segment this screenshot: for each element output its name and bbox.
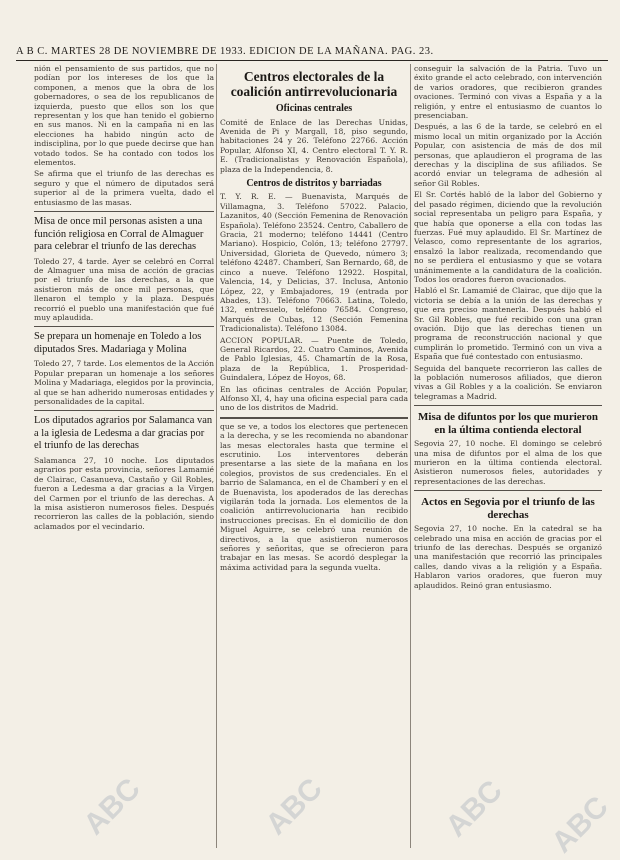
col3-actos-text: Segovia 27, 10 noche. En la catedral se ha celebrado una misa en acción de gracias por el triunfo de las derechas. Después se organizó una manifestación que recorrió las principales calles, dando vivas a la religión y a España. Hablaron varios oradores, que fueron muy aplaudidos. Reinó gran entusiasmo. <box>414 524 602 590</box>
col1-misa-text: Toledo 27, 4 tarde. Ayer se celebró en Corral de Almaguer una misa de acción de gracias por el triunfo de las derechas, a la que asistieron más de once mil personas, que llenaron el templo y la plaza. Después recorrió el pueblo una manifestación que fué muy aplaudida. <box>34 256 214 323</box>
column-rule-2 <box>410 64 411 848</box>
col1-divider-1 <box>34 211 214 212</box>
col1-paragraph-2: Se afirma que el triunfo de las derechas es seguro y que el número de diputados será superior al de la primera vuelta, dado el entusiasmo de las masas. <box>34 169 214 207</box>
headline-centros-electorales: Centros electorales de la coalición antirrevolucionaria <box>230 69 398 99</box>
col3-paragraph-4: Habló el Sr. Lamamié de Clairac, que dijo que la victoria se debía a la unión de las derechas y que era preciso mantenerla. Después habló el Sr. Gil Robles, que fué recibido con una gran ovación. Dijo que las derechas tienen un programa de reconstrucción nacional y que cumplirán lo prometido. Terminó con un viva a España que fué contestado con entusiasmo. <box>414 286 602 362</box>
headline-misa-corral: Misa de once mil personas asisten a una función religiosa en Corral de Almaguer para celebrar el triunfo de las derechas <box>34 216 204 253</box>
column-2 <box>220 64 408 848</box>
col2-accion-popular-text: ACCION POPULAR. — Puente de Toledo, General Ricardos, 22. Cuatro Caminos, Avenida de Pablo Iglesias, 45. Chamartín de la Rosa, plaza de la República, 1. Prosperidad-Guindalera, López de Hoyos, 68. <box>220 335 408 383</box>
col1-divider-2 <box>34 326 214 327</box>
column-1 <box>34 64 214 848</box>
col3-top-text: conseguir la salvación de la Patria. Tuvo un éxito grande el acto celebrado, con intervención de varios oradores, que recibieron grandes ovaciones. Terminó con vivas a España y a la religión, y entre el entusiasmo de cuantos lo presenciaban. <box>414 64 602 121</box>
col2-centrales-text: Comité de Enlace de las Derechas Unidas, Avenida de Pi y Margall, 18, piso segundo, habitaciones 24 y 26. Teléfono 22766. Acción Popular, Alfonso XI, 4. Centro electoral T. Y. R. E. (Tradicionalistas y Renovación Española), plaza de la Independencia, 8. <box>220 117 408 174</box>
headline-salamanca: Los diputados agrarios por Salamanca van a la iglesia de Ledesma a dar gracias por el triunfo de las derechas <box>34 415 213 452</box>
col3-divider-1 <box>414 405 602 406</box>
watermark-logo: ABC <box>259 771 329 842</box>
header-rule <box>16 60 608 61</box>
headline-misa-difuntos: Misa de difuntos por los que murieron en la última contienda electoral <box>418 411 598 436</box>
col1-intro: nión el pensamiento de sus partidos, que no podían por los intereses de los que la componen, a menos que la obra de los gobernadores, o sea de los republicanos de izquierda, puesto que ellos son los que representan y los que han tenido el gobierno en sus manos. Ni en la campaña ni en las elecciones ha habido ningún acto de indisciplina, por lo que puede decirse que han votado todos. Se ha contado con todos los elementos. <box>34 64 214 168</box>
col1-divider-3 <box>34 410 214 411</box>
col2-lower-text: que se ve, a todos los electores que pertenecen a la derecha, y se les recomienda no abandonar las mesas electorales hasta que termine el escrutinio. Los interventores deberán presentarse a las siete de la mañana en los colegios, provistos de sus credenciales. En el barrio de Salamanca, en el de Chamberí y en el de Buenavista, los apoderados de las derechas vigilarán toda la jornada. Los elementos de la coalición antirrevolucionaria han recibido instrucciones precisas. En el domicilio de don Miguel Aguirre, se celebró una reunión de directivos, a la que asistieron numerosos señores y señoritas, que se ofrecieron para trabajar en las mesas. Se acordó desplegar la máxima actividad para la segunda vuelta. <box>220 421 408 572</box>
watermark-logo: ABC <box>439 773 509 844</box>
watermark-logo: ABC <box>545 789 615 860</box>
column-rule-1 <box>216 64 217 848</box>
page-header: A B C. MARTES 28 DE NOVIEMBRE DE 1933. EDICION DE LA MAÑANA. PAG. 23. <box>16 46 434 57</box>
col1-salamanca-text: Salamanca 27, 10 noche. Los diputados agrarios por esta provincia, señores Lamamié de Clairac, Casanueva, Castaño y Gil Robles, fueron a Ledesma a dar gracias a la Virgen del Carmen por el triunfo de las derechas. A la misa asistieron numerosos fieles. Después recorrieron las calles de la población, siendo aclamados por el vecindario. <box>34 455 214 531</box>
watermark-logo: ABC <box>77 771 147 842</box>
col3-paragraph-2: Después, a las 6 de la tarde, se celebró en el mismo local un mitin organizado por la Acción Popular, con asistencia de más de dos mil personas, que aplaudieron el programa de las derechas y la disciplina de sus afiliados. Se acordó enviar un telegrama de adhesión al señor Gil Robles. <box>414 122 602 188</box>
col3-divider-2 <box>414 490 602 491</box>
column-3 <box>414 64 602 848</box>
headline-homenaje-toledo: Se prepara un homenaje en Toledo a los diputados Sres. Madariaga y Molina <box>34 331 202 355</box>
headline-actos-segovia: Actos en Segovia por el triunfo de las derechas <box>421 496 595 521</box>
col2-nota-text: En las oficinas centrales de Acción Popular, Alfonso XI, 4, hay una oficina especial para cada uno de los distritos de Madrid. <box>220 384 408 413</box>
col1-homenaje-text: Toledo 27, 7 tarde. Los elementos de la Acción Popular preparan un homenaje a los señores Molina y Madariaga, elegidos por la provincia, al que se han adherido numerosas entidades y personalidades de la capital. <box>34 359 214 407</box>
subhead-oficinas-centrales: Oficinas centrales <box>275 103 353 114</box>
col3-paragraph-5: Seguida del banquete recorrieron las calles de la población numerosos afiliados, que dieron vivas a Gil Robles y a la coalición. Se enviaron telegramas a Madrid. <box>414 363 602 401</box>
col3-misa-text: Segovia 27, 10 noche. El domingo se celebró una misa de difuntos por el alma de los que murieron en la última contienda electoral. Asistieron numerosos fieles, autoridades y representaciones de las derechas. <box>414 439 602 486</box>
col2-divider <box>220 417 408 419</box>
col3-paragraph-3: El Sr. Cortés habló de la labor del Gobierno y del pasado régimen, diciendo que la revolución social representaba un peligro para España, y que había que oponerse a ella con todas las fuerzas. Fué muy aplaudido. El Sr. Martínez de Velasco, como representante de los agrarios, ensalzó la labor realizada, recomendando que no se perdiera el entusiasmo y que se votara unánimemente a la candidatura de la coalición. Todos los oradores fueron ovacionados. <box>414 190 602 284</box>
subhead-distritos: Centros de distritos y barriadas <box>246 177 382 189</box>
col2-distritos-text: T. Y. R. E. — Buenavista, Marqués de Villamagna, 3. Teléfono 57022. Palacio, Lazanitos, 40 (Sección Femenina de Renovación Española). Teléfono 23524. Centro, Caballero de Gracia, 21 moderno; teléfono 14441 (Centro Mariano). Hospicio, Colón, 13; teléfono 27797. Universidad, Glorieta de Quevedo, número 3; teléfono 42487. Chamberí, San Bernardo, 68, de cinco a nueve. Teléfono 12922. Hospital, Valencia, 14, y Delicias, 37. Inclusa, Antonio López, 22, y Embajadores, 19 (entrada por Abades, 13). Teléfono 70663. Latina, Toledo, 132, entresuelo, teléfono 76584. Congreso, Marqués de Cubas, 12 (Sección Femenina Tradicionalista). Teléfono 13084. <box>220 192 408 334</box>
